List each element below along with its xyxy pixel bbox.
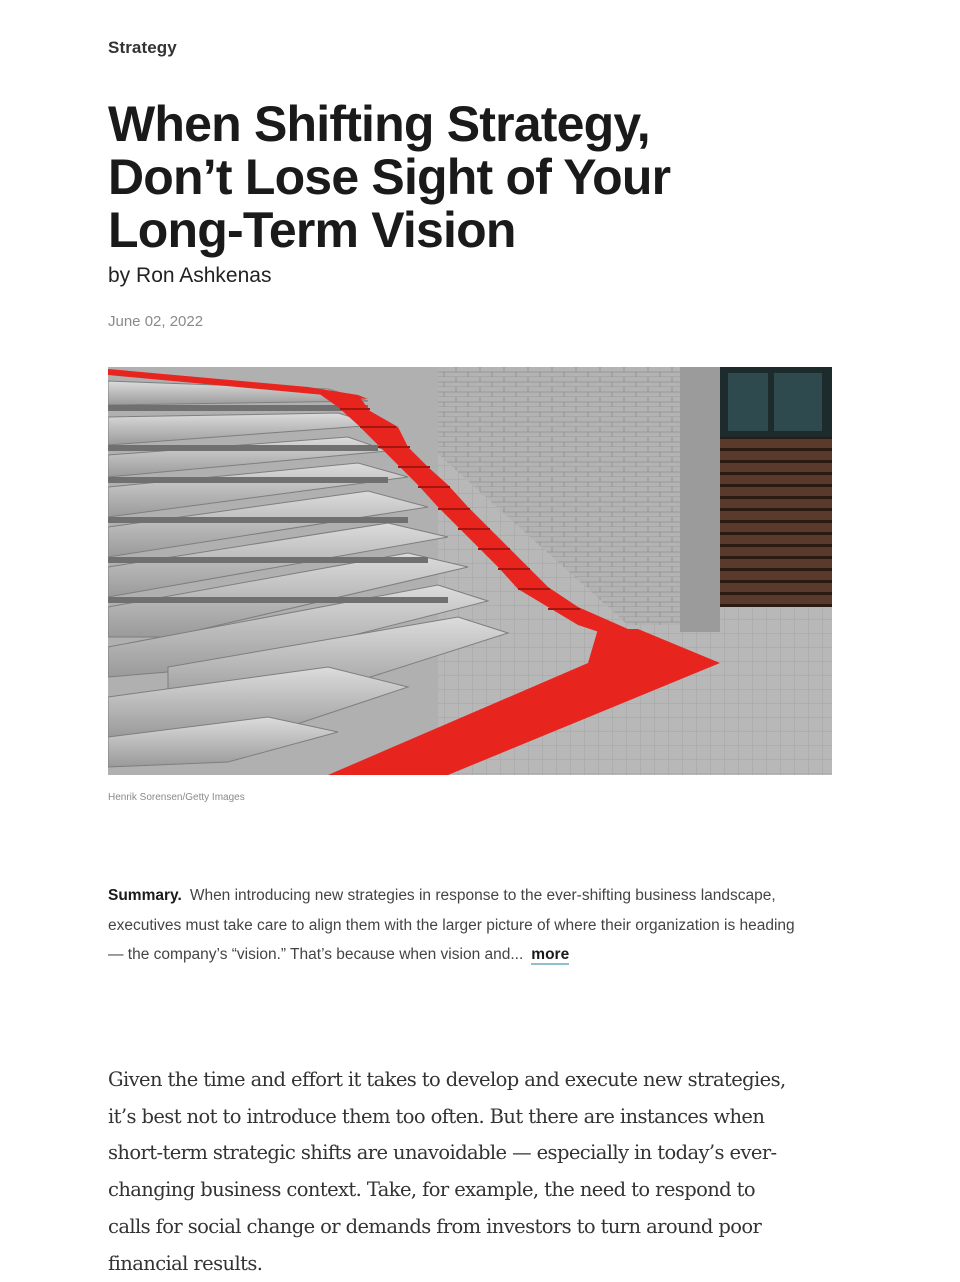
image-credit: Henrik Sorensen/Getty Images [108,792,245,803]
topic-link[interactable]: Strategy [108,38,177,57]
summary-more-link[interactable]: more [531,946,570,963]
body-line: short-term strategic shifts are unavoidable — especially in today’s ever- [108,1141,777,1165]
summary-text: When introducing new strategies in response to the ever-shifting business landscape, executives must take care to align them with the larger picture of where their organization is heading — the company’s “vision.” That’s because when vision and... [108,887,795,963]
byline [108,264,271,288]
article-body-paragraph [108,1062,832,1282]
headline-line: Don’t Lose Sight of Your [108,149,671,205]
summary [108,881,808,970]
summary-label: Summary. [108,887,182,904]
author-link[interactable]: Ron Ashkenas [136,264,272,287]
body-line: it’s best not to introduce them too often. But there are instances when [108,1104,765,1128]
publication-date: June 02, 2022 [108,313,204,330]
headline [108,98,808,257]
headline-line: When Shifting Strategy, [108,96,650,152]
body-line: Given the time and effort it takes to develop and execute new strategies, [108,1068,786,1091]
hero-image [108,367,832,775]
body-line: financial results. [108,1251,263,1275]
body-line: changing business context. Take, for example, the need to respond to [108,1178,756,1202]
headline-line: Long-Term Vision [108,202,516,258]
body-line: calls for social change or demands from investors to turn around poor [108,1214,762,1238]
byline-prefix: by [108,264,131,287]
